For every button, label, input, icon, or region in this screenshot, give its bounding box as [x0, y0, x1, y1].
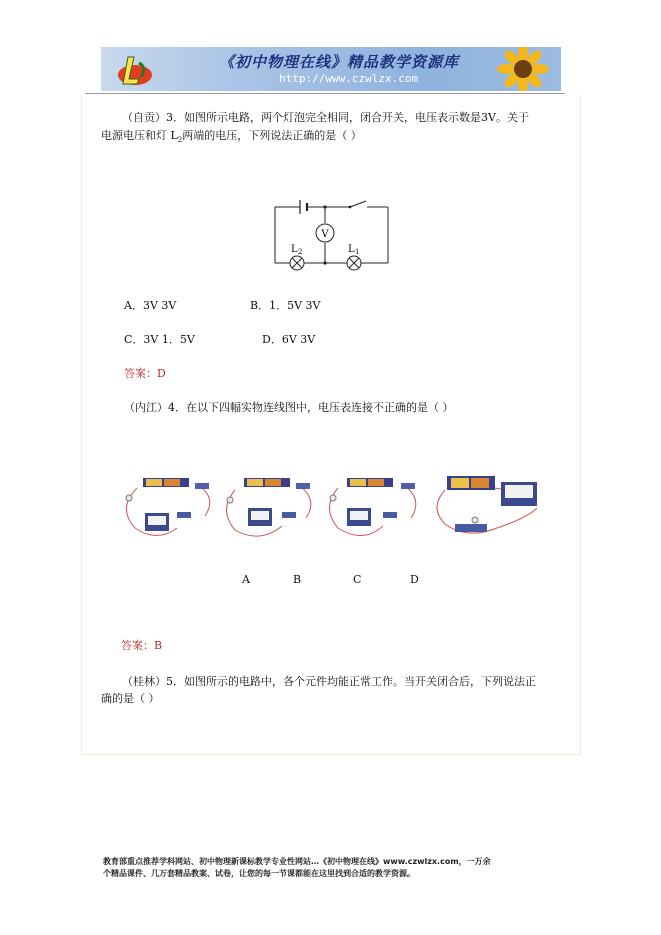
sunflower-icon: [485, 47, 555, 91]
q4-diagram-a: [126, 478, 210, 536]
q4-label-d: D: [410, 573, 419, 586]
header-banner: [101, 47, 561, 91]
q4-label-c: C: [353, 573, 362, 586]
q4-diagram-d: [437, 476, 537, 533]
q3-lamp-right-sub: 1: [355, 248, 360, 256]
q3-lamp-left-label: L: [291, 244, 298, 255]
q3-text-line1: （自贡）3．如图所示电路，两个灯泡完全相同，闭合开关，电压表示数是3V。关于: [122, 111, 529, 124]
q5-text-line2: 确的是（ ）: [101, 692, 160, 705]
banner-title: 《初中物理在线》精品教学资源库: [219, 53, 460, 71]
q4-text-line1: （内江）4．在以下四幅实物连线图中，电压表连接不正确的是（ ）: [124, 401, 454, 414]
q3-voltmeter-label: V: [321, 229, 329, 240]
footer-line2: 个精品课件、几万套精品教案、试卷，让您的每一节课都能在这里找到合适的教学资源。: [103, 869, 415, 878]
q3-text-line2: 电源电压和灯 $L_2$两端的电压，下列说法正确的是（ ）: [101, 129, 362, 145]
q4-wiring-diagrams: [117, 468, 547, 546]
page-footer: [103, 856, 573, 880]
banner-url[interactable]: http://www.czwlzx.com: [279, 72, 419, 85]
q4-answer: 答案：B: [121, 639, 163, 652]
footer-line1: 教育部重点推荐学科网站、初中物理新课标教学专业性网站…《初中物理在线》www.czwlzx.com，一万余: [103, 857, 491, 866]
q3-option-c: C．3V 1．5V: [124, 333, 195, 346]
q4-diagram-c: [330, 478, 416, 536]
q3-option-b: B．1．5V 3V: [250, 299, 321, 312]
q4-diagram-b: [227, 478, 311, 536]
q3-lamp-left-sub: 2: [298, 248, 303, 256]
header-divider: [85, 93, 565, 94]
q3-circuit-diagram: [270, 190, 392, 272]
q4-label-a: A: [242, 573, 250, 586]
site-logo-icon: [115, 53, 155, 87]
q3-option-a: A．3V 3V: [124, 299, 177, 312]
q3-lamp-right-label: L: [348, 244, 355, 255]
q3-answer: 答案：D: [124, 367, 166, 380]
q3-option-d: D．6V 3V: [262, 333, 316, 346]
q5-text-line1: （桂林）5．如图所示的电路中，各个元件均能正常工作。当开关闭合后，下列说法正: [122, 675, 536, 688]
q4-label-b: B: [293, 573, 302, 586]
